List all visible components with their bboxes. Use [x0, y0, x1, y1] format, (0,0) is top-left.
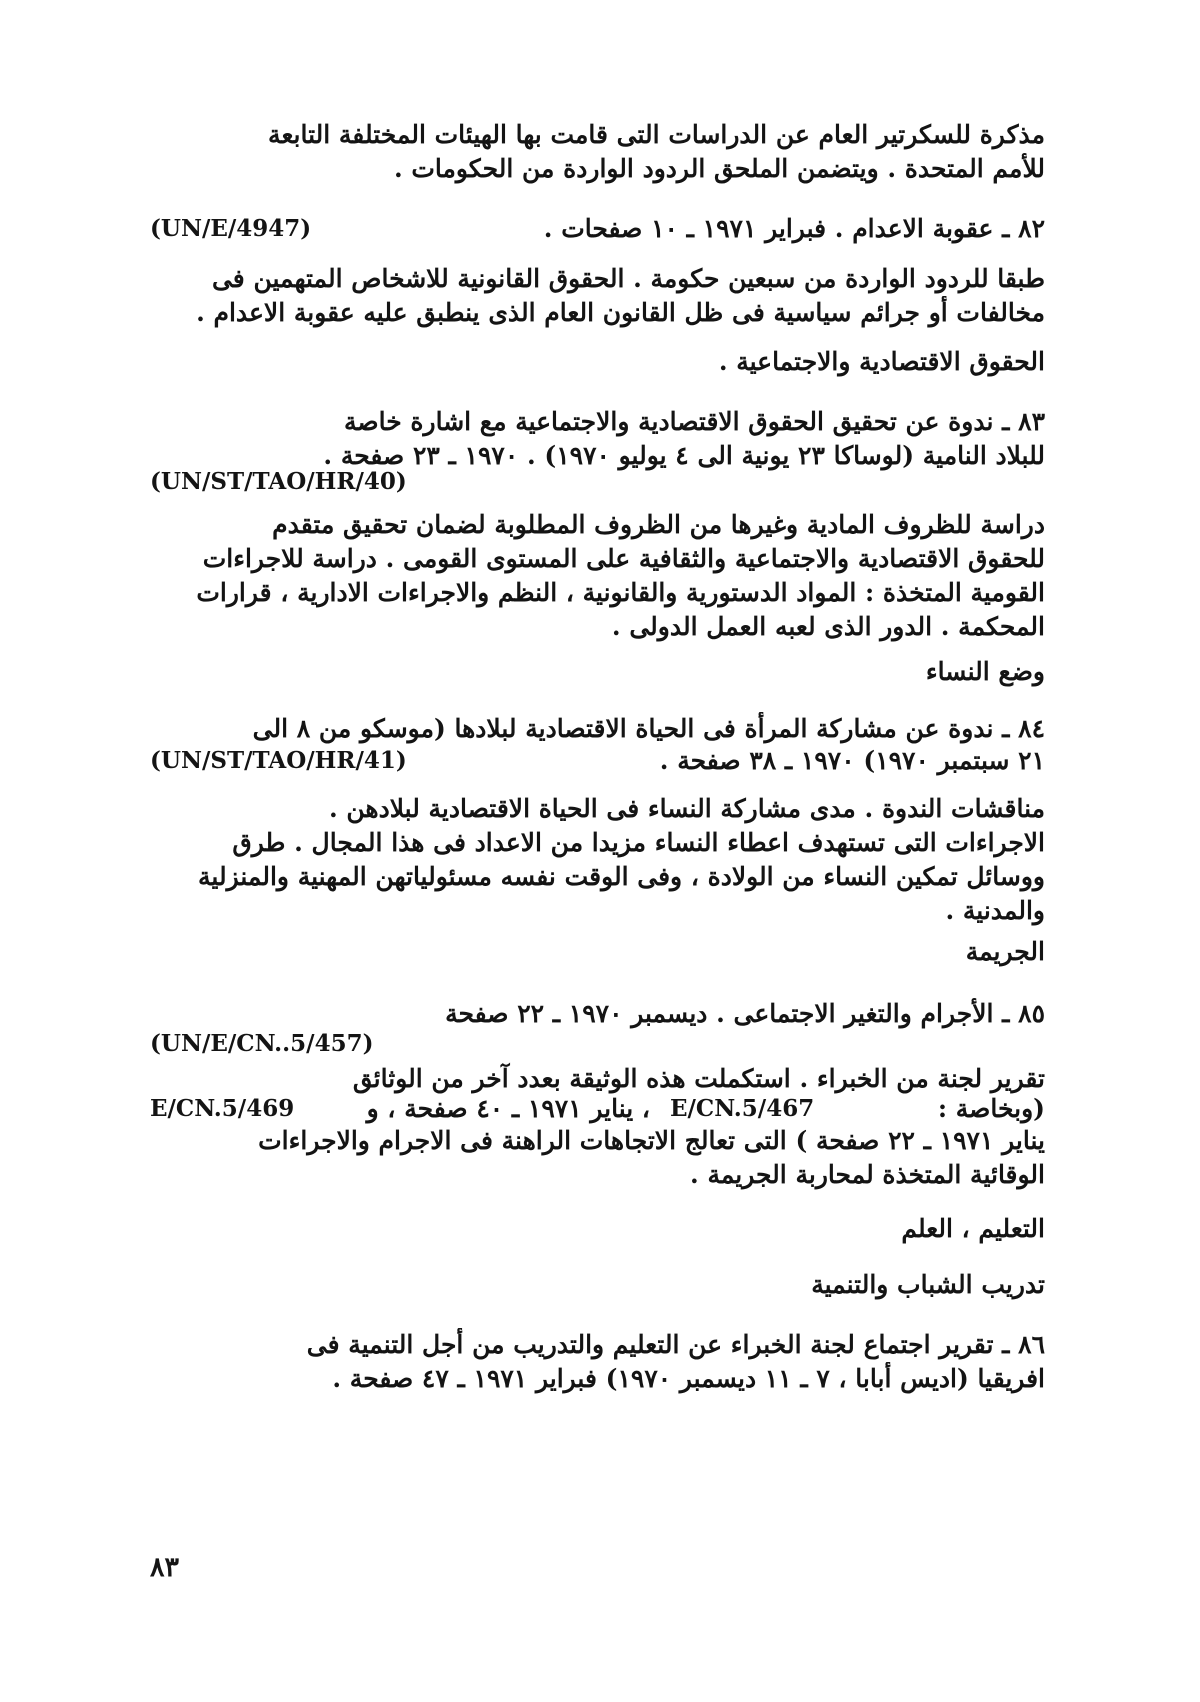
text-line: والمدنية .: [945, 896, 1045, 925]
section-heading-education-science: التعليم ، العلم: [901, 1214, 1045, 1243]
item-85-doc-code-469: E/CN.5/469: [150, 1095, 295, 1122]
item-85-desc-prefix: (وبخاصة :: [937, 1094, 1045, 1123]
item-85-doc-code-467: E/CN.5/467: [670, 1095, 815, 1122]
text-line: مناقشات الندوة . مدى مشاركة النساء فى الحياة الاقتصادية لبلادهن .: [328, 794, 1045, 823]
item-85-description-line2: [150, 1092, 1045, 1126]
item-84-title-row: [150, 744, 1045, 778]
item-85-description-rest: [150, 1124, 1045, 1192]
item-84-description: [150, 792, 1045, 928]
text-line: مخالفات أو جرائم سياسية فى ظل القانون العام الذى ينطبق عليه عقوبة الاعدام .: [196, 298, 1045, 327]
item-82-description: [150, 262, 1045, 330]
section-heading-status-of-women: وضع النساء: [925, 657, 1045, 686]
text-line: ٨٣ ـ ندوة عن تحقيق الحقوق الاقتصادية والاجتماعية مع اشارة خاصة: [344, 407, 1045, 436]
text-line: المحكمة . الدور الذى لعبه العمل الدولى .: [611, 612, 1045, 641]
item-86-title: [150, 1328, 1045, 1396]
section-heading-economic-social-rights: الحقوق الاقتصادية والاجتماعية .: [718, 347, 1045, 376]
item-83-description: [150, 508, 1045, 644]
page-number: ٨٣: [150, 1552, 180, 1583]
text-line: تقرير لجنة من الخبراء . استكملت هذه الوثيقة بعدد آخر من الوثائق: [352, 1064, 1045, 1093]
item-83-title: [150, 405, 1045, 473]
text-line: الاجراءات التى تستهدف اعطاء النساء مزيدا من الاعداد فى هذا المجال . طرق: [232, 828, 1045, 857]
text-line: الوقائية المتخذة لمحاربة الجريمة .: [690, 1160, 1045, 1189]
text-line: ووسائل تمكين النساء من الولادة ، وفى الوقت نفسه مسئولياتهن المهنية والمنزلية: [198, 862, 1045, 891]
item-84-code: (UN/ST/TAO/HR/41): [150, 747, 407, 774]
text-line: للحقوق الاقتصادية والاجتماعية والثقافية على المستوى القومى . دراسة للاجراءات: [202, 544, 1045, 573]
text-line: طبقا للردود الواردة من سبعين حكومة . الحقوق القانونية للاشخاص المتهمين فى: [211, 264, 1045, 293]
section-heading-youth-training: تدريب الشباب والتنمية: [811, 1270, 1045, 1299]
text-line: القومية المتخذة : المواد الدستورية والقانونية ، النظم والاجراءات الادارية ، قرارات: [196, 578, 1045, 607]
text-line: مذكرة للسكرتير العام عن الدراسات التى قامت بها الهيئات المختلفة التابعة: [268, 120, 1045, 149]
text-line: افريقيا (اديس أبابا ، ٧ ـ ١١ ديسمبر ١٩٧٠) فبراير ١٩٧١ ـ ٤٧ صفحة .: [332, 1364, 1045, 1393]
intro-paragraph: [150, 118, 1045, 186]
text-line: للأمم المتحدة . ويتضمن الملحق الردود الواردة من الحكومات .: [393, 154, 1045, 183]
text-line: ٨٦ ـ تقرير اجتماع لجنة الخبراء عن التعليم والتدريب من أجل التنمية فى: [306, 1330, 1045, 1359]
text-line: للبلاد النامية (لوساكا ٢٣ يونية الى ٤ يوليو ١٩٧٠) . ١٩٧٠ ـ ٢٣ صفحة .: [323, 441, 1045, 470]
item-85-title: ٨٥ ـ الأجرام والتغير الاجتماعى . ديسمبر ١٩٧٠ ـ ٢٢ صفحة: [445, 999, 1045, 1028]
item-84-title-line2: ٢١ سبتمبر ١٩٧٠) ١٩٧٠ ـ ٣٨ صفحة .: [659, 746, 1045, 775]
item-82-title-row: [150, 212, 1045, 246]
item-83-code: (UN/ST/TAO/HR/40): [150, 468, 407, 495]
text-line: يناير ١٩٧١ ـ ٢٢ صفحة ) التى تعالج الاتجاهات الراهنة فى الاجرام والاجراءات: [258, 1126, 1045, 1155]
text-line: ٨٤ ـ ندوة عن مشاركة المرأة فى الحياة الاقتصادية لبلادها (موسكو من ٨ الى: [252, 714, 1045, 743]
item-85-description-line1: [150, 1062, 1045, 1096]
item-85-code: (UN/E/CN..5/457): [150, 1030, 374, 1057]
item-85-desc-middle: ، يناير ١٩٧١ ـ ٤٠ صفحة ، و: [366, 1094, 650, 1123]
text-line: دراسة للظروف المادية وغيرها من الظروف المطلوبة لضمان تحقيق متقدم: [272, 510, 1045, 539]
section-heading-crime: الجريمة: [965, 937, 1045, 966]
item-82-code: (UN/E/4947): [150, 215, 312, 242]
item-84-title-line1: [150, 712, 1045, 746]
item-82-title: ٨٢ ـ عقوبة الاعدام . فبراير ١٩٧١ ـ ١٠ صفحات .: [543, 214, 1045, 243]
